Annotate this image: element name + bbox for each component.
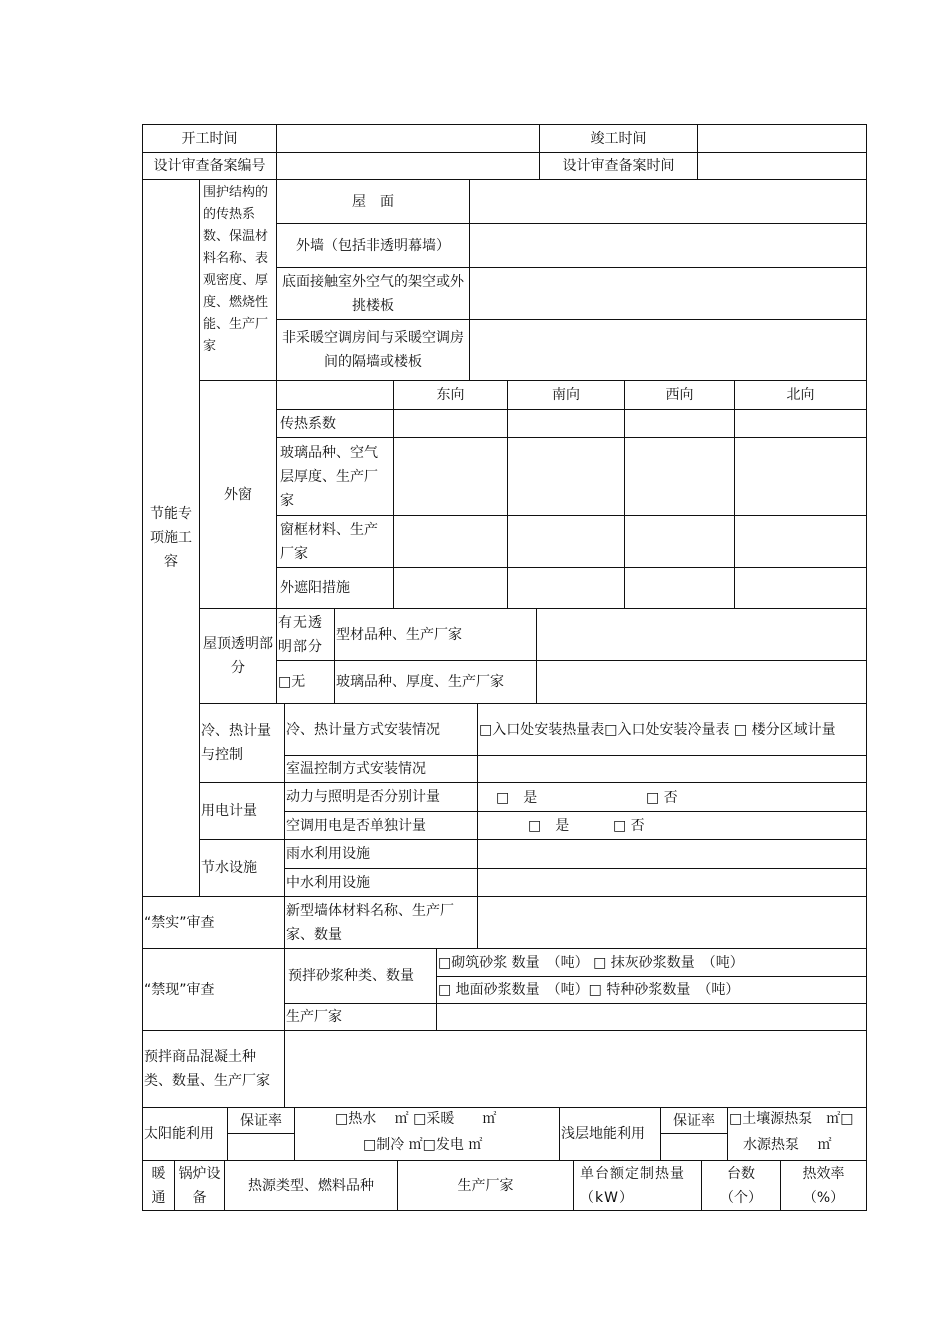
solar-options-line2: □制冷 ㎡□发电 ㎡ xyxy=(363,1137,483,1153)
geothermal-options-line1: □土壤源热泵 ㎡□ xyxy=(729,1111,854,1127)
water-label: 节水设施 xyxy=(199,839,285,897)
solar-label: 太阳能利用 xyxy=(142,1107,228,1161)
window-cell[interactable] xyxy=(393,437,508,516)
review-time-field[interactable] xyxy=(697,152,867,180)
geothermal-label: 浅层地能利用 xyxy=(559,1107,661,1161)
has-transparent-label: 有无透明部分 xyxy=(276,608,335,661)
window-label: 外窗 xyxy=(199,380,277,609)
window-cell[interactable] xyxy=(507,567,625,609)
window-row-u-value: 传热系数 xyxy=(276,409,394,438)
hvac-label: 暖通 xyxy=(142,1160,175,1211)
geothermal-guarantee-field[interactable] xyxy=(660,1133,728,1161)
concrete-label: 预拌商品混凝土种类、数量、生产厂家 xyxy=(142,1030,285,1108)
window-cell[interactable] xyxy=(624,409,735,438)
profile-label: 型材品种、生产厂家 xyxy=(334,608,537,661)
roof-transparent-label: 屋顶透明部分 xyxy=(199,608,277,704)
lighting-metering-label: 动力与照明是否分别计量 xyxy=(284,782,478,812)
roof-label: 屋 面 xyxy=(276,179,470,224)
window-cell[interactable] xyxy=(393,409,508,438)
energy-section-label: 节能专项施工容 xyxy=(142,179,200,897)
heat-source-label: 热源类型、燃料品种 xyxy=(224,1160,398,1211)
rainwater-field[interactable] xyxy=(477,839,867,869)
window-cell[interactable] xyxy=(624,437,735,516)
exterior-wall-field[interactable] xyxy=(469,223,867,268)
mortar-manufacturer-field[interactable] xyxy=(436,1003,867,1031)
start-time-field[interactable] xyxy=(276,124,540,153)
exterior-wall-label: 外墙（包括非透明幕墙） xyxy=(276,223,470,268)
direction-east: 东向 xyxy=(393,380,508,410)
review-number-label: 设计审查备案编号 xyxy=(142,152,277,180)
window-cell[interactable] xyxy=(507,409,625,438)
lighting-yes-checkbox[interactable]: □ 是 xyxy=(496,790,538,806)
glass-label: 玻璃品种、厚度、生产厂家 xyxy=(334,660,537,704)
finish-time-field[interactable] xyxy=(697,124,867,153)
solar-guarantee-label: 保证率 xyxy=(227,1107,295,1134)
mortar-label: 预拌砂浆种类、数量 xyxy=(284,948,437,1004)
review-time-label: 设计审查备案时间 xyxy=(539,152,698,180)
direction-north: 北向 xyxy=(734,380,867,410)
solar-options-line1: □热水 ㎡ □采暖 ㎡ xyxy=(335,1111,497,1127)
geothermal-options-line2: 水源热泵 ㎡ xyxy=(743,1137,832,1153)
window-row-frame: 窗框材料、生产厂家 xyxy=(276,515,394,568)
lighting-no-checkbox[interactable]: □ 否 xyxy=(646,790,678,806)
wall-material-label: 新型墙体材料名称、生产厂家、数量 xyxy=(284,896,478,949)
ac-metering-options xyxy=(477,811,867,840)
window-cell[interactable] xyxy=(507,437,625,516)
metering-method-label: 冷、热计量方式安装情况 xyxy=(284,703,478,756)
ac-metering-label: 空调用电是否单独计量 xyxy=(284,811,478,840)
geothermal-options[interactable] xyxy=(727,1107,867,1161)
boiler-manufacturer-label: 生产厂家 xyxy=(397,1160,574,1211)
window-cell[interactable] xyxy=(734,409,867,438)
review-number-field[interactable] xyxy=(276,152,540,180)
boiler-label: 锅炉设备 xyxy=(174,1160,225,1211)
room-temp-label: 室温控制方式安装情况 xyxy=(284,755,478,783)
glass-field[interactable] xyxy=(536,660,867,704)
window-corner-cell xyxy=(276,380,394,410)
mortar-manufacturer-label: 生产厂家 xyxy=(284,1003,437,1031)
mortar-options-row2[interactable]: □ 地面砂浆数量 （吨）□ 特种砂浆数量 （吨） xyxy=(436,976,867,1004)
window-cell[interactable] xyxy=(624,567,735,609)
window-cell[interactable] xyxy=(734,515,867,568)
solar-options[interactable] xyxy=(294,1107,560,1161)
window-row-glass: 玻璃品种、空气层厚度、生产厂家 xyxy=(276,437,394,516)
window-cell[interactable] xyxy=(734,437,867,516)
bottom-floor-field[interactable] xyxy=(469,267,867,320)
rated-heat-label: 单台额定制热量（kW） xyxy=(573,1160,702,1211)
partition-field[interactable] xyxy=(469,319,867,381)
direction-west: 西向 xyxy=(624,380,735,410)
partition-label: 非采暖空调房间与采暖空调房间的隔墙或楼板 xyxy=(276,319,470,381)
direction-south: 南向 xyxy=(507,380,625,410)
wall-material-field[interactable] xyxy=(477,896,867,949)
none-checkbox[interactable]: □无 xyxy=(276,660,335,704)
mortar-options-row1[interactable]: □砌筑砂浆 数量 （吨） □ 抹灰砂浆数量 （吨） xyxy=(436,948,867,977)
window-cell[interactable] xyxy=(734,567,867,609)
profile-field[interactable] xyxy=(536,608,867,661)
count-label: 台数（个） xyxy=(701,1160,781,1211)
metering-label: 冷、热计量与控制 xyxy=(199,703,285,783)
finish-time-label: 竣工时间 xyxy=(539,124,698,153)
envelope-label: 围护结构的的传热系数、保温材料名称、表观密度、厚度、燃烧性能、生产厂家 xyxy=(199,179,277,381)
window-cell[interactable] xyxy=(507,515,625,568)
window-cell[interactable] xyxy=(393,515,508,568)
ac-no-checkbox[interactable]: □ 否 xyxy=(613,818,645,834)
efficiency-label: 热效率（%） xyxy=(780,1160,867,1211)
electric-label: 用电计量 xyxy=(199,782,285,840)
lighting-metering-options xyxy=(477,782,867,812)
bottom-floor-label: 底面接触室外空气的架空或外挑楼板 xyxy=(276,267,470,320)
window-cell[interactable] xyxy=(393,567,508,609)
room-temp-field[interactable] xyxy=(477,755,867,783)
rainwater-label: 雨水利用设施 xyxy=(284,839,478,869)
reclaimed-water-field[interactable] xyxy=(477,868,867,897)
window-cell[interactable] xyxy=(624,515,735,568)
metering-method-options[interactable]: □入口处安装热量表□入口处安装冷量表 □ 楼分区域计量 xyxy=(477,703,867,756)
reclaimed-water-label: 中水利用设施 xyxy=(284,868,478,897)
roof-field[interactable] xyxy=(469,179,867,224)
geothermal-guarantee-label: 保证率 xyxy=(660,1107,728,1134)
concrete-field[interactable] xyxy=(284,1030,867,1108)
ac-yes-checkbox[interactable]: □ 是 xyxy=(528,818,570,834)
energy-review-form xyxy=(142,124,867,1211)
start-time-label: 开工时间 xyxy=(142,124,277,153)
ban-solid-label: “禁实”审查 xyxy=(142,896,285,949)
ban-onsite-label: “禁现”审查 xyxy=(142,948,285,1031)
window-row-shading: 外遮阳措施 xyxy=(276,567,394,609)
solar-guarantee-field[interactable] xyxy=(227,1133,295,1161)
